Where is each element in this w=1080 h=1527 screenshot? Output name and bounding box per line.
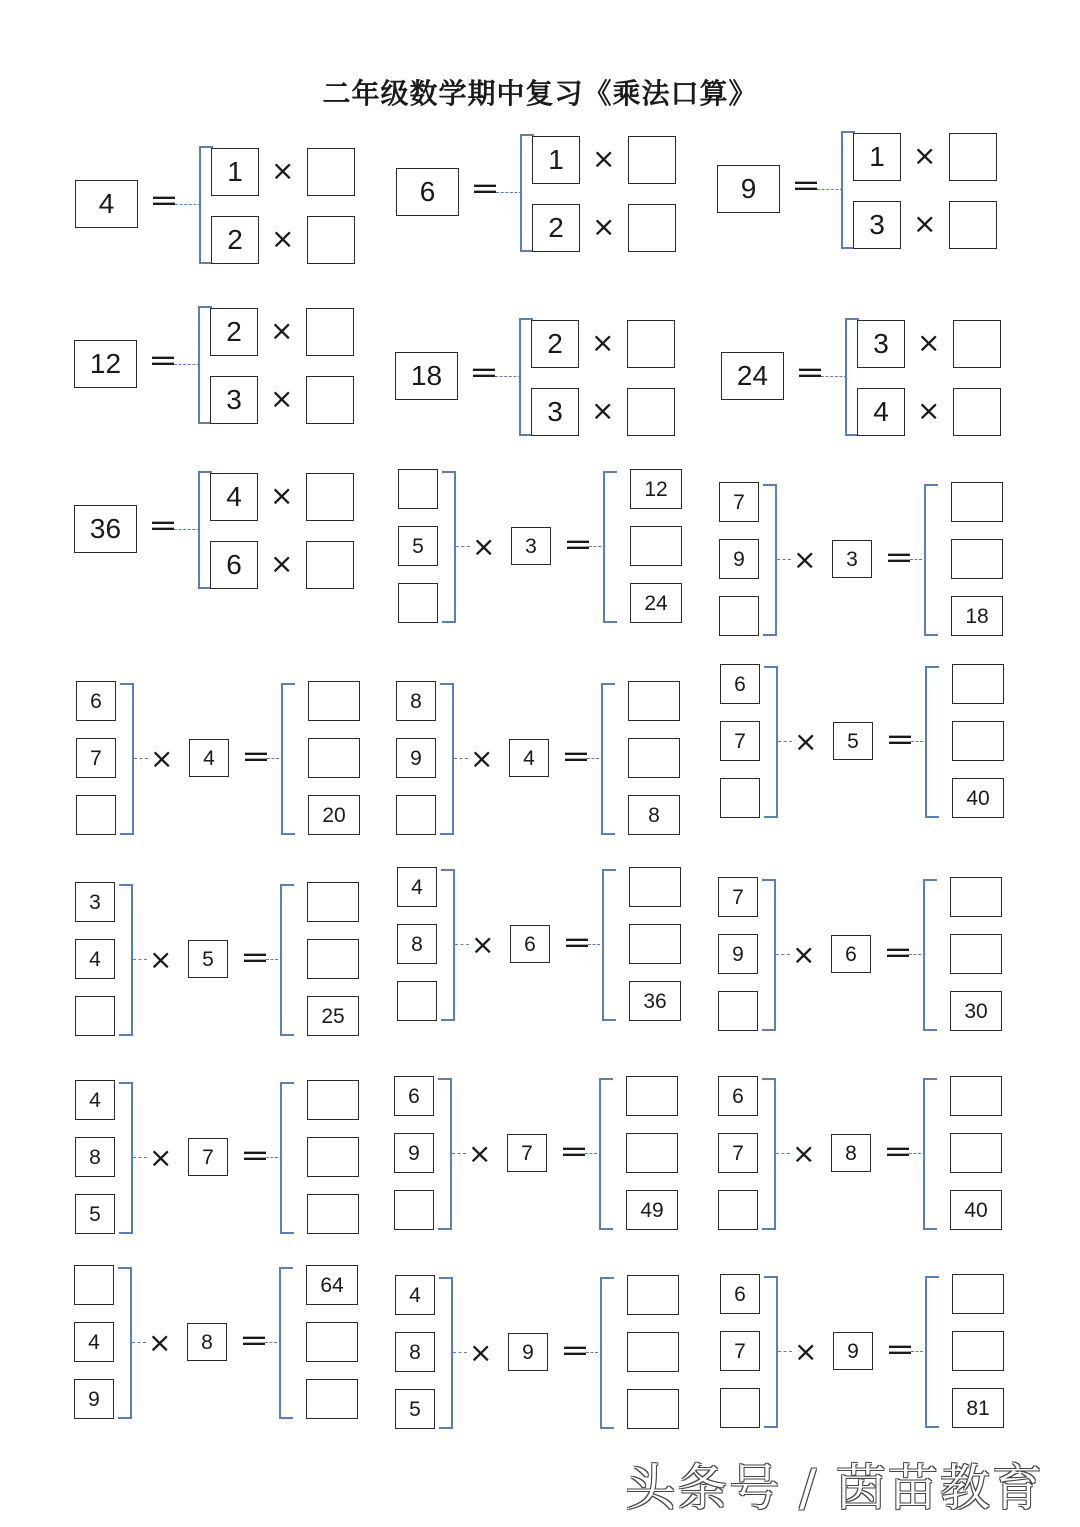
input-box: 5: [398, 526, 438, 566]
brace: [118, 1267, 132, 1419]
factor-box: 2: [210, 308, 258, 356]
number-box: 18: [395, 352, 458, 400]
result-box[interactable]: [306, 1379, 358, 1419]
connector-dash: [452, 1153, 466, 1154]
brace: [923, 879, 937, 1031]
answer-box[interactable]: [949, 201, 997, 249]
input-box: 6: [76, 681, 116, 721]
times-sign: ×: [592, 210, 616, 243]
input-box: 5: [395, 1389, 435, 1429]
multiplier-box: 4: [189, 739, 229, 777]
brace: [923, 1078, 937, 1230]
connector-dash: [134, 758, 148, 759]
times-sign: ×: [591, 326, 615, 359]
input-box[interactable]: [396, 795, 436, 835]
result-box[interactable]: [950, 1133, 1002, 1173]
input-box[interactable]: [720, 778, 760, 818]
connector-dash: [585, 1153, 597, 1154]
factor-box: 2: [211, 216, 259, 264]
connector-dash: [133, 959, 147, 960]
connector-dash: [909, 1153, 921, 1154]
result-box[interactable]: [627, 1332, 679, 1372]
brace: [764, 666, 778, 818]
input-box: 8: [396, 681, 436, 721]
input-box: 7: [720, 721, 760, 761]
connector-dash: [776, 954, 790, 955]
connector-dash: [909, 954, 921, 955]
result-box: 24: [630, 583, 682, 623]
factor-box: 1: [853, 133, 901, 181]
factor-box: 3: [857, 320, 905, 368]
input-box[interactable]: [75, 996, 115, 1036]
input-box: 5: [75, 1194, 115, 1234]
factor-box: 6: [210, 541, 258, 589]
equals-sign: ＝: [239, 1325, 269, 1360]
result-box: 49: [626, 1190, 678, 1230]
connector-dash: [588, 944, 600, 945]
number-box: 9: [717, 165, 780, 213]
brace: [601, 683, 615, 835]
connector-dash: [817, 189, 843, 190]
brace: [602, 869, 616, 1021]
result-box[interactable]: [307, 1137, 359, 1177]
brace: [439, 1277, 453, 1429]
result-box: 25: [307, 996, 359, 1036]
input-box: 4: [75, 939, 115, 979]
times-sign: ×: [270, 547, 294, 580]
answer-box[interactable]: [306, 308, 354, 356]
times-sign: ×: [793, 543, 817, 576]
equals-sign: ＝: [148, 510, 178, 545]
result-box[interactable]: [308, 738, 360, 778]
times-sign: ×: [794, 725, 818, 758]
connector-dash: [495, 376, 521, 377]
result-box: 12: [630, 469, 682, 509]
connector-dash: [267, 758, 279, 759]
equals-sign: ＝: [241, 741, 271, 776]
connector-dash: [456, 546, 470, 547]
input-box: 7: [76, 738, 116, 778]
brace: [280, 884, 294, 1036]
result-box[interactable]: [952, 664, 1004, 704]
input-box: 8: [75, 1137, 115, 1177]
brace: [441, 869, 455, 1021]
times-sign: ×: [270, 479, 294, 512]
brace: [120, 683, 134, 835]
equals-sign: ＝: [883, 1136, 913, 1171]
result-box[interactable]: [307, 882, 359, 922]
times-sign: ×: [149, 1141, 173, 1174]
connector-dash: [455, 944, 469, 945]
brace: [925, 1276, 939, 1428]
equals-sign: ＝: [240, 942, 270, 977]
result-box[interactable]: [628, 738, 680, 778]
times-sign: ×: [471, 928, 495, 961]
multiplier-box: 5: [188, 940, 228, 978]
input-box: 4: [74, 1322, 114, 1362]
equals-sign: ＝: [149, 185, 179, 220]
input-box: 9: [396, 738, 436, 778]
equals-sign: ＝: [885, 1334, 915, 1369]
input-box[interactable]: [397, 981, 437, 1021]
equals-sign: ＝: [240, 1140, 270, 1175]
input-box: 8: [395, 1332, 435, 1372]
factor-box: 2: [531, 320, 579, 368]
result-box[interactable]: [307, 1194, 359, 1234]
multiplier-box: 6: [831, 935, 871, 973]
input-box: 7: [718, 1133, 758, 1173]
result-box[interactable]: [951, 482, 1003, 522]
brace: [763, 484, 777, 636]
connector-dash: [778, 1351, 792, 1352]
times-sign: ×: [470, 742, 494, 775]
result-box[interactable]: [952, 1274, 1004, 1314]
input-box: 6: [394, 1076, 434, 1116]
equals-sign: ＝: [795, 357, 825, 392]
equals-sign: ＝: [470, 173, 500, 208]
input-box: 6: [720, 1274, 760, 1314]
result-box[interactable]: [307, 1080, 359, 1120]
connector-dash: [266, 959, 278, 960]
brace: [603, 471, 617, 623]
times-sign: ×: [469, 1336, 493, 1369]
brace: [438, 1078, 452, 1230]
times-sign: ×: [149, 943, 173, 976]
multiplier-box: 8: [831, 1134, 871, 1172]
input-box[interactable]: [719, 596, 759, 636]
equals-sign: ＝: [884, 542, 914, 577]
times-sign: ×: [917, 326, 941, 359]
answer-box[interactable]: [306, 473, 354, 521]
multiplier-box: 8: [187, 1323, 227, 1361]
times-sign: ×: [271, 154, 295, 187]
multiplier-box: 3: [832, 540, 872, 578]
answer-box[interactable]: [306, 376, 354, 424]
factor-box: 4: [857, 388, 905, 436]
brace: [599, 1078, 613, 1230]
multiplier-box: 9: [508, 1333, 548, 1371]
result-box: 81: [952, 1388, 1004, 1428]
result-box[interactable]: [629, 867, 681, 907]
times-sign: ×: [472, 530, 496, 563]
times-sign: ×: [794, 1335, 818, 1368]
connector-dash: [910, 559, 922, 560]
result-box: 40: [952, 778, 1004, 818]
connector-dash: [132, 1342, 146, 1343]
input-box: 8: [397, 924, 437, 964]
result-box[interactable]: [627, 1275, 679, 1315]
connector-dash: [586, 1352, 598, 1353]
result-box: 8: [628, 795, 680, 835]
brace: [281, 683, 295, 835]
multiplier-box: 4: [509, 739, 549, 777]
input-box: 4: [75, 1080, 115, 1120]
result-box[interactable]: [952, 721, 1004, 761]
result-box[interactable]: [629, 924, 681, 964]
input-box[interactable]: [718, 1190, 758, 1230]
result-box[interactable]: [306, 1322, 358, 1362]
result-box[interactable]: [630, 526, 682, 566]
brace: [762, 879, 776, 1031]
connector-dash: [133, 1157, 147, 1158]
result-box[interactable]: [951, 539, 1003, 579]
brace: [440, 683, 454, 835]
result-box: 30: [950, 991, 1002, 1031]
brace: [119, 1082, 133, 1234]
times-sign: ×: [271, 222, 295, 255]
answer-box[interactable]: [306, 541, 354, 589]
input-box: 7: [719, 482, 759, 522]
result-box[interactable]: [952, 1331, 1004, 1371]
connector-dash: [454, 758, 468, 759]
result-box[interactable]: [950, 1076, 1002, 1116]
factor-box: 3: [531, 388, 579, 436]
multiplier-box: 6: [510, 925, 550, 963]
result-box[interactable]: [950, 934, 1002, 974]
brace: [925, 666, 939, 818]
result-box[interactable]: [307, 939, 359, 979]
worksheet-title: 二年级数学期中复习《乘法口算》: [322, 77, 758, 110]
result-box: 36: [629, 981, 681, 1021]
input-box: 7: [718, 877, 758, 917]
brace: [442, 471, 456, 623]
result-box[interactable]: [626, 1133, 678, 1173]
equals-sign: ＝: [560, 1335, 590, 1370]
brace: [119, 884, 133, 1036]
input-box: 7: [720, 1331, 760, 1371]
connector-dash: [821, 376, 847, 377]
equals-sign: ＝: [791, 170, 821, 205]
times-sign: ×: [792, 1137, 816, 1170]
connector-dash: [587, 758, 599, 759]
multiplier-box: 3: [511, 527, 551, 565]
equals-sign: ＝: [885, 724, 915, 759]
brace: [762, 1078, 776, 1230]
input-box[interactable]: [718, 991, 758, 1031]
result-box: 40: [950, 1190, 1002, 1230]
factor-box: 2: [532, 204, 580, 252]
input-box: 9: [718, 934, 758, 974]
input-box[interactable]: [76, 795, 116, 835]
connector-dash: [776, 1153, 790, 1154]
input-box[interactable]: [74, 1265, 114, 1305]
result-box[interactable]: [628, 681, 680, 721]
connector-dash: [778, 741, 792, 742]
times-sign: ×: [148, 1326, 172, 1359]
multiplier-box: 7: [188, 1138, 228, 1176]
input-box: 6: [720, 664, 760, 704]
answer-box[interactable]: [627, 320, 675, 368]
brace: [764, 1276, 778, 1428]
factor-box: 3: [853, 201, 901, 249]
times-sign: ×: [591, 394, 615, 427]
answer-box[interactable]: [628, 204, 676, 252]
times-sign: ×: [150, 742, 174, 775]
connector-dash: [777, 559, 791, 560]
connector-dash: [496, 192, 522, 193]
number-box: 6: [396, 168, 459, 216]
answer-box[interactable]: [953, 320, 1001, 368]
input-box: 9: [719, 539, 759, 579]
times-sign: ×: [468, 1137, 492, 1170]
input-box: 4: [395, 1275, 435, 1315]
brace: [279, 1267, 293, 1419]
factor-box: 4: [210, 473, 258, 521]
result-box[interactable]: [308, 681, 360, 721]
input-box: 4: [397, 867, 437, 907]
multiplier-box: 9: [833, 1332, 873, 1370]
times-sign: ×: [917, 394, 941, 427]
brace: [600, 1277, 614, 1429]
connector-dash: [175, 204, 201, 205]
factor-box: 1: [211, 148, 259, 196]
input-box[interactable]: [398, 583, 438, 623]
times-sign: ×: [270, 382, 294, 415]
times-sign: ×: [270, 314, 294, 347]
number-box: 24: [721, 352, 784, 400]
input-box: 6: [718, 1076, 758, 1116]
input-box[interactable]: [394, 1190, 434, 1230]
number-box: 12: [74, 340, 137, 388]
result-box[interactable]: [626, 1076, 678, 1116]
connector-dash: [911, 1351, 923, 1352]
connector-dash: [911, 741, 923, 742]
connector-dash: [265, 1342, 277, 1343]
connector-dash: [174, 364, 200, 365]
factor-box: 1: [532, 136, 580, 184]
connector-dash: [453, 1352, 467, 1353]
answer-box[interactable]: [307, 148, 355, 196]
connector-dash: [174, 529, 200, 530]
answer-box[interactable]: [307, 216, 355, 264]
number-box: 4: [75, 180, 138, 228]
equals-sign: ＝: [563, 529, 593, 564]
input-box: 9: [394, 1133, 434, 1173]
factor-box: 3: [210, 376, 258, 424]
equals-sign: ＝: [562, 927, 592, 962]
equals-sign: ＝: [883, 937, 913, 972]
times-sign: ×: [913, 139, 937, 172]
times-sign: ×: [913, 207, 937, 240]
equals-sign: ＝: [148, 345, 178, 380]
result-box: 18: [951, 596, 1003, 636]
input-box[interactable]: [398, 469, 438, 509]
times-sign: ×: [592, 142, 616, 175]
brace: [924, 484, 938, 636]
equals-sign: ＝: [469, 357, 499, 392]
multiplier-box: 7: [507, 1134, 547, 1172]
input-box: 9: [74, 1379, 114, 1419]
number-box: 36: [74, 505, 137, 553]
equals-sign: ＝: [559, 1136, 589, 1171]
equals-sign: ＝: [561, 741, 591, 776]
result-box: 20: [308, 795, 360, 835]
result-box[interactable]: [950, 877, 1002, 917]
times-sign: ×: [792, 938, 816, 971]
answer-box[interactable]: [628, 136, 676, 184]
input-box[interactable]: [720, 1388, 760, 1428]
connector-dash: [266, 1157, 278, 1158]
answer-box[interactable]: [627, 388, 675, 436]
watermark: 头条号 / 茵苗教育: [625, 1459, 1044, 1517]
result-box[interactable]: [627, 1389, 679, 1429]
answer-box[interactable]: [949, 133, 997, 181]
result-box: 64: [306, 1265, 358, 1305]
multiplier-box: 5: [833, 722, 873, 760]
connector-dash: [589, 546, 601, 547]
answer-box[interactable]: [953, 388, 1001, 436]
input-box: 3: [75, 882, 115, 922]
brace: [280, 1082, 294, 1234]
